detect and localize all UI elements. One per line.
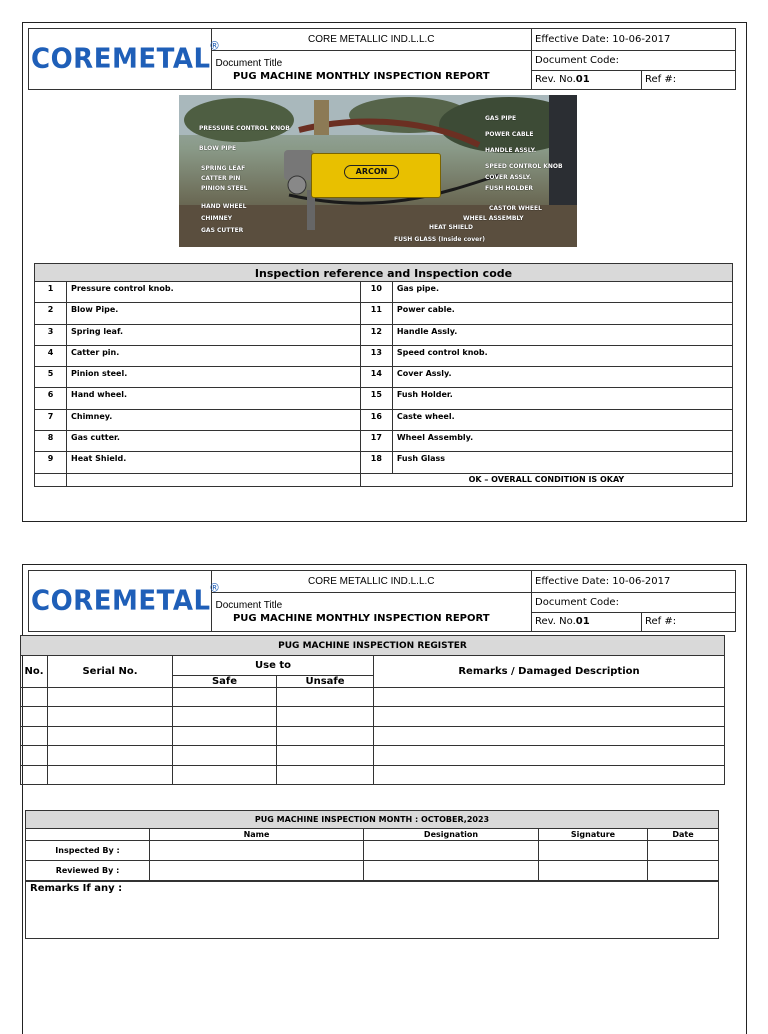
photo-label: CATTER PIN [201, 175, 241, 182]
reference-number: Ref #: [642, 612, 736, 632]
code-description: Gas cutter. [67, 431, 361, 452]
code-description: Pinion steel. [67, 367, 361, 388]
company-logo: COREMETAL ® [31, 39, 221, 75]
overall-condition-note: OK – OVERALL CONDITION IS OKAY [360, 473, 732, 486]
photo-label: CASTOR WHEEL [489, 205, 542, 212]
photo-label: FUSH GLASS (Inside cover) [394, 236, 485, 243]
code-number: 18 [360, 452, 392, 473]
document-code: Document Code: [532, 51, 736, 71]
col-name: Name [150, 829, 364, 841]
document-header [28, 570, 736, 632]
photo-label: FUSH HOLDER [485, 185, 534, 192]
register-row [21, 726, 725, 746]
col-no: No. [21, 656, 48, 688]
col-serial-no: Serial No. [48, 656, 173, 688]
code-number: 3 [35, 324, 67, 345]
code-number: 9 [35, 452, 67, 473]
inspection-reference-table [34, 263, 733, 487]
photo-label: BLOW PIPE [199, 145, 237, 152]
col-remarks: Remarks / Damaged Description [374, 656, 725, 688]
photo-label: GAS PIPE [485, 115, 517, 122]
code-number: 10 [360, 282, 392, 303]
photo-label: PINION STEEL [201, 185, 248, 192]
report-page-1 [22, 22, 747, 522]
register-row [21, 765, 725, 785]
table-row [35, 431, 733, 452]
register-title: PUG MACHINE INSPECTION REGISTER [21, 636, 725, 656]
code-description: Spring leaf. [67, 324, 361, 345]
code-description: Heat Shield. [67, 452, 361, 473]
code-number: 15 [360, 388, 392, 409]
document-header [28, 28, 736, 90]
document-code: Document Code: [532, 593, 736, 613]
company-logo: COREMETAL ® [31, 581, 221, 617]
code-description: Blow Pipe. [67, 303, 361, 324]
table-row [35, 324, 733, 345]
code-number: 1 [35, 282, 67, 303]
code-number: 16 [360, 409, 392, 430]
code-description: Handle Assly. [392, 324, 732, 345]
code-description: Catter pin. [67, 345, 361, 366]
code-number: 11 [360, 303, 392, 324]
effective-date: Effective Date: 10-06-2017 [532, 29, 736, 51]
photo-label: HEAT SHIELD [429, 224, 473, 231]
code-description: Fush Glass [392, 452, 732, 473]
code-description: Wheel Assembly. [392, 431, 732, 452]
photo-label: WHEEL ASSEMBLY [463, 215, 524, 222]
reviewed-by-signature[interactable] [539, 861, 648, 881]
col-date: Date [648, 829, 719, 841]
photo-label: SPRING LEAF [201, 165, 246, 172]
table-row [35, 303, 733, 324]
code-description: Chimney. [67, 409, 361, 430]
revision-number: Rev. No.01 [532, 70, 642, 90]
machine-brand: ARCON [344, 165, 399, 179]
reviewed-by-date[interactable] [648, 861, 719, 881]
code-description: Caste wheel. [392, 409, 732, 430]
code-number: 12 [360, 324, 392, 345]
reviewed-by-designation[interactable] [364, 861, 539, 881]
photo-label: CHIMNEY [201, 215, 233, 222]
col-unsafe: Unsafe [277, 675, 374, 687]
code-number: 7 [35, 409, 67, 430]
photo-label: HAND WHEEL [201, 203, 247, 210]
inspected-by-date[interactable] [648, 841, 719, 861]
code-number: 8 [35, 431, 67, 452]
reference-table-title: Inspection reference and Inspection code [35, 264, 733, 282]
register-row [21, 687, 725, 707]
table-row [35, 452, 733, 473]
reviewed-by-name[interactable] [150, 861, 364, 881]
code-number: 14 [360, 367, 392, 388]
inspected-by-name[interactable] [150, 841, 364, 861]
table-row [35, 345, 733, 366]
document-title: PUG MACHINE MONTHLY INSPECTION REPORT [232, 71, 490, 82]
document-title-label: Document Title [215, 600, 283, 611]
table-row [35, 409, 733, 430]
effective-date: Effective Date: 10-06-2017 [532, 571, 736, 593]
document-title-cell [211, 593, 531, 632]
register-row [21, 707, 725, 727]
remarks-label: Remarks If any : [30, 883, 123, 894]
table-row [35, 388, 733, 409]
inspection-month-table [25, 810, 719, 881]
code-number: 2 [35, 303, 67, 324]
code-description: Fush Holder. [392, 388, 732, 409]
document-title-cell [211, 51, 531, 90]
code-number: 17 [360, 431, 392, 452]
code-number: 6 [35, 388, 67, 409]
inspected-by-signature[interactable] [539, 841, 648, 861]
remarks-box[interactable] [25, 881, 719, 939]
code-number: 5 [35, 367, 67, 388]
company-name: CORE METALLIC IND.L.L.C [211, 29, 531, 51]
code-description: Pressure control knob. [67, 282, 361, 303]
table-row [35, 282, 733, 303]
document-title: PUG MACHINE MONTHLY INSPECTION REPORT [232, 613, 490, 624]
logo-cell [29, 29, 221, 90]
photo-label: SPEED CONTROL KNOB [485, 163, 563, 170]
reference-number: Ref #: [642, 70, 736, 90]
register-row [21, 746, 725, 766]
table-row [35, 367, 733, 388]
code-description: Gas pipe. [392, 282, 732, 303]
photo-label: POWER CABLE [485, 131, 534, 138]
code-description: Hand wheel. [67, 388, 361, 409]
code-description: Cover Assly. [392, 367, 732, 388]
document-title-label: Document Title [215, 58, 283, 69]
logo-cell [29, 571, 221, 632]
code-number: 4 [35, 345, 67, 366]
inspection-register-table [20, 635, 725, 785]
revision-number: Rev. No.01 [532, 612, 642, 632]
code-description: Speed control knob. [392, 345, 732, 366]
machine-photo [179, 95, 577, 247]
col-signature: Signature [539, 829, 648, 841]
col-use-to: Use to [173, 656, 374, 676]
photo-label: GAS CUTTER [201, 227, 244, 234]
col-safe: Safe [173, 675, 277, 687]
company-name: CORE METALLIC IND.L.L.C [211, 571, 531, 593]
month-title: PUG MACHINE INSPECTION MONTH : OCTOBER,2023 [26, 811, 719, 829]
code-number: 13 [360, 345, 392, 366]
reviewed-by-label: Reviewed By : [26, 861, 150, 881]
inspected-by-label: Inspected By : [26, 841, 150, 861]
table-row [35, 473, 733, 486]
report-page-2 [22, 564, 747, 1034]
photo-label: HANDLE ASSLY. [485, 147, 537, 154]
col-designation: Designation [364, 829, 539, 841]
inspected-by-designation[interactable] [364, 841, 539, 861]
photo-label: PRESSURE CONTROL KNOB [199, 125, 290, 132]
code-description: Power cable. [392, 303, 732, 324]
photo-label: COVER ASSLY. [485, 174, 532, 181]
